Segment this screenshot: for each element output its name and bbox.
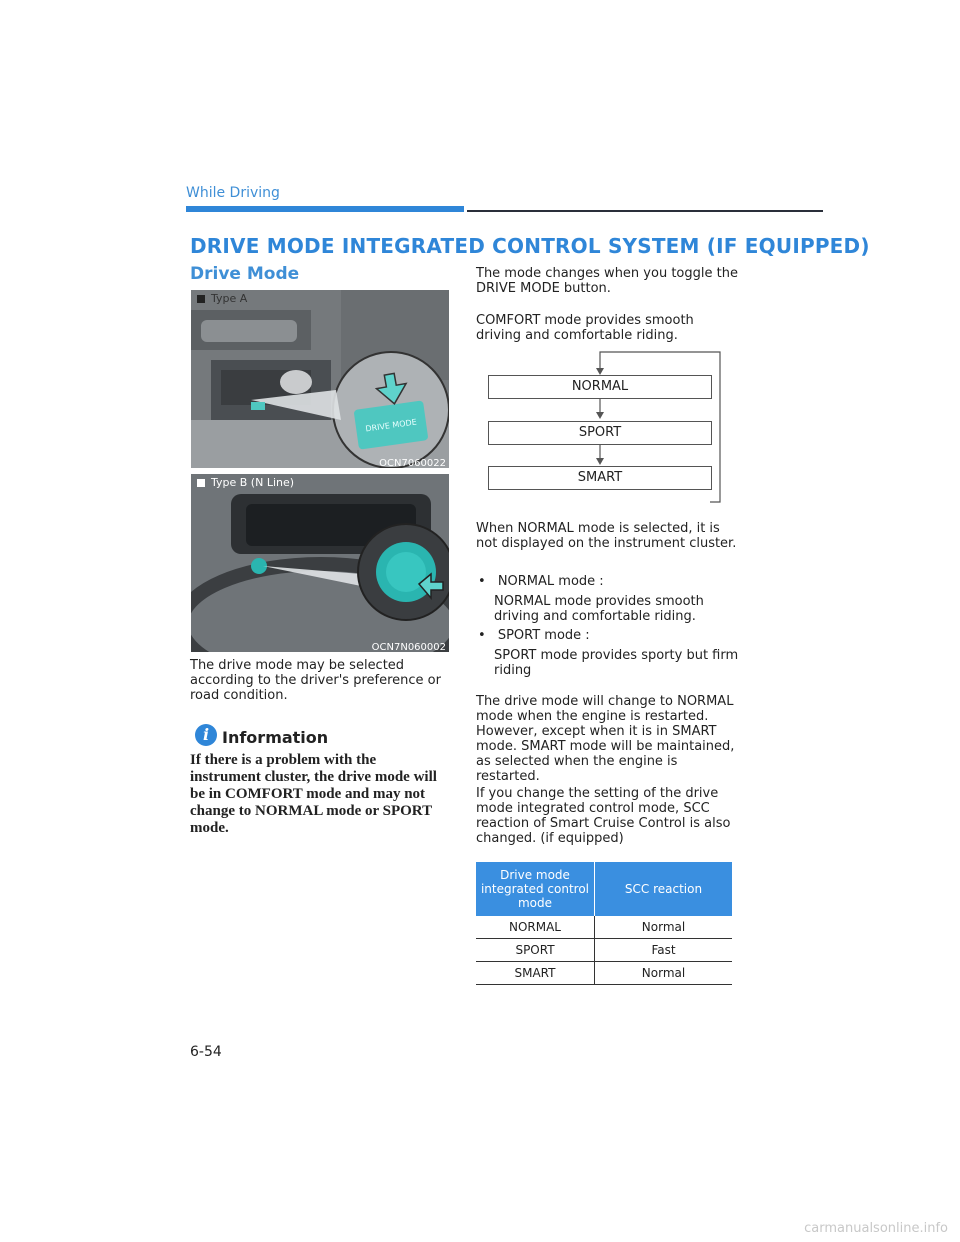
table-header-row — [476, 862, 732, 916]
square-bullet-icon — [197, 295, 205, 303]
figure-a-label — [197, 292, 247, 305]
scc-reaction-table — [476, 862, 732, 985]
subsection-title: Drive Mode — [190, 264, 300, 284]
flow-normal-box: NORMAL — [488, 375, 712, 399]
bullet-sport — [478, 628, 590, 643]
table-cell: SMART — [476, 962, 595, 985]
restart-description: The drive mode will change to NORMAL mode when the engine is restarted. However, except when it is in SMART mode. SMART mode will be maintained, as selected when the engine is restarted. — [476, 694, 735, 784]
table-cell: NORMAL — [476, 916, 595, 939]
table-cell: SPORT — [476, 939, 595, 962]
steering-column-illustration — [191, 474, 449, 652]
information-title: Information — [222, 728, 329, 747]
section-title: DRIVE MODE INTEGRATED CONTROL SYSTEM (IF EQUIPPED) — [190, 234, 870, 258]
bullet-dot: • — [478, 574, 486, 589]
header-rule — [467, 210, 823, 212]
chapter-title: While Driving — [186, 185, 280, 201]
figure-b-label — [197, 476, 294, 489]
table-cell: Normal — [595, 916, 733, 939]
information-body: If there is a problem with the instrument cluster, the drive mode will be in COMFORT mode and may not change to NORMAL mode or SPORT mode. — [190, 752, 437, 836]
flow-smart-box: SMART — [488, 466, 712, 490]
bullet-normal-head: NORMAL mode : — [497, 574, 604, 589]
page-number: 6-54 — [190, 1044, 222, 1060]
watermark: carmanualsonline.info — [804, 1221, 948, 1236]
flow-sport-box: SPORT — [488, 421, 712, 445]
figure-a-label-text: Type A — [211, 292, 248, 305]
table-row — [476, 939, 732, 962]
table-cell: Normal — [595, 962, 733, 985]
figure-a-code: OCN7060022 — [379, 458, 446, 469]
svg-text:DRIVE MODE: DRIVE MODE — [364, 417, 418, 434]
figure-b-label-text: Type B (N Line) — [211, 476, 295, 489]
table-header-scc: SCC reaction — [595, 862, 733, 916]
scc-description: If you change the setting of the drive mode integrated control mode, SCC reaction of Smart Cruise Control is also changed. (if equipped) — [476, 786, 731, 846]
figure-b-photo — [191, 474, 449, 652]
figure-a-photo — [191, 290, 449, 468]
bullet-sport-head: SPORT mode : — [497, 628, 590, 643]
drive-mode-description: The drive mode may be selected according to the driver's preference or road condition. — [190, 658, 441, 703]
header-accent-bar — [186, 206, 464, 212]
table-row — [476, 916, 732, 939]
normal-display-note: When NORMAL mode is selected, it is not displayed on the instrument cluster. — [476, 521, 737, 551]
bullet-sport-body: SPORT mode provides sporty but firm riding — [494, 648, 739, 678]
table-cell: Fast — [595, 939, 733, 962]
table-row — [476, 962, 732, 985]
bullet-normal — [478, 574, 604, 589]
bullet-dot: • — [478, 628, 486, 643]
toggle-description: The mode changes when you toggle the DRIVE MODE button. — [476, 266, 738, 296]
bullet-normal-body: NORMAL mode provides smooth driving and comfortable riding. — [494, 594, 704, 624]
comfort-description: COMFORT mode provides smooth driving and comfortable riding. — [476, 313, 694, 343]
table-header-mode: Drive mode integrated control mode — [476, 862, 595, 916]
figure-b-code: OCN7N060002 — [371, 642, 446, 653]
square-bullet-icon — [197, 479, 205, 487]
info-icon: i — [195, 724, 217, 746]
center-console-illustration — [191, 290, 449, 468]
